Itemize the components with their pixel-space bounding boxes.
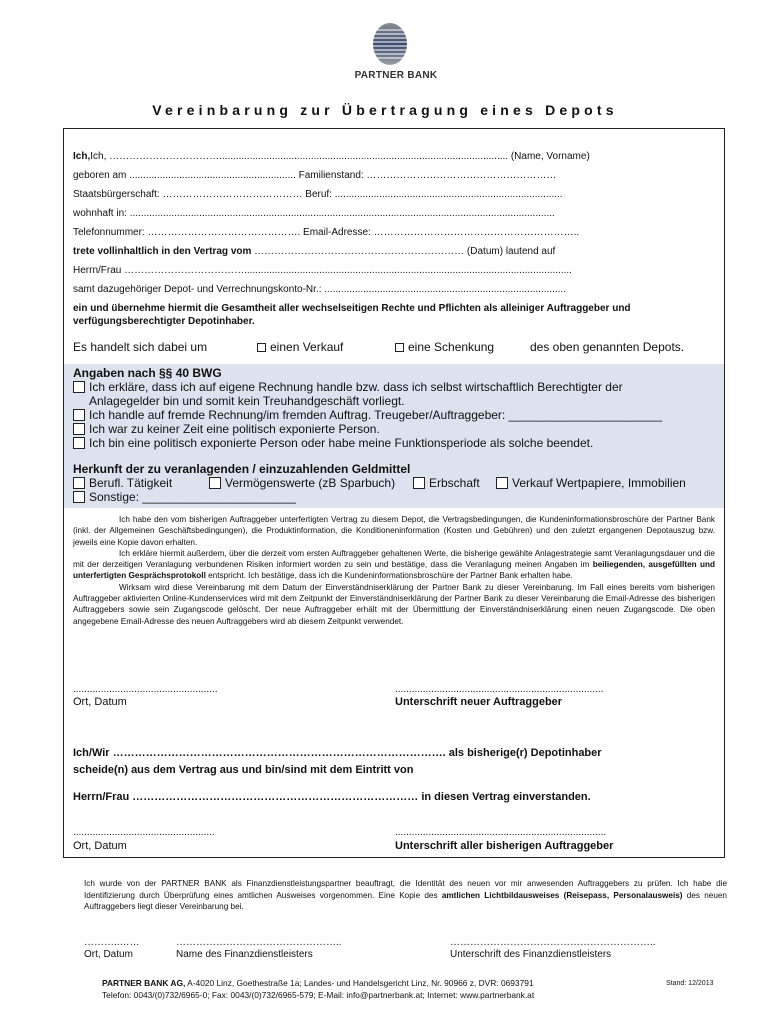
pep-checkbox[interactable]: [73, 437, 85, 449]
own-account-checkbox[interactable]: [73, 381, 85, 393]
funds-origin-heading: Herkunft der zu veranlagenden / einzuzahlenden Geldmittel: [73, 462, 411, 476]
bwg-heading: Angaben nach §§ 40 BWG: [73, 366, 222, 380]
legal-paragraph-3: Wirksam wird diese Vereinbarung mit dem Datum der Einverständniserklärung der Partner Bank zu dieser Vereinbarung. Im Fall eines bereits vom bisherigen Auftraggeber aktivierten Online-Kundenservices wird mit dem Zeitpunkt der Einverständniserklärung der Partner Bank zu dieser Vereinbarung die Email-Adresse des bisherigen Auftraggebers sowie sein Zugangscode gelöscht. Der neue Auftraggeber erhält mit der Übermittlung der Einverständniserklärung einen neuen Zugangscode. Die oben angegebene Email-Adresse des neuen Auftraggebers wird ab diesem Zeitpunkt verwendet.: [73, 582, 715, 626]
sale-assets-checkbox[interactable]: [496, 477, 508, 489]
new-holder-line[interactable]: Herrn/Frau …………………………………………………………………… in diesen Vertrag einverstanden.: [73, 791, 591, 803]
name-line[interactable]: Ich,Ich, ……………………………........................................................................................................ (Name, Vorname): [73, 151, 590, 162]
never-pep-checkbox[interactable]: [73, 423, 85, 435]
profession-checkbox[interactable]: [73, 477, 85, 489]
bwg-option-own-account[interactable]: Ich erkläre, dass ich auf eigene Rechnung handle bzw. dass ich selbst wirtschaftlich Berechtigter der: [73, 380, 723, 394]
contract-date-field[interactable]: ……………………………………………………… (Datum) lautend auf: [251, 246, 556, 257]
source-inheritance[interactable]: Erbschaft: [413, 476, 480, 490]
sign1-signature-label: Unterschrift neuer Auftraggeber: [395, 696, 563, 708]
bwg-option-own-account-cont: Anlagegelder bin und somit kein Treuhandgeschäft vorliegt.: [89, 394, 405, 408]
sale-option[interactable]: einen Verkauf: [257, 340, 343, 354]
legal-text: [73, 514, 715, 627]
footer-contact: Telefon: 0043/(0)732/6965-0; Fax: 0043/(0)732/6965-579; E-Mail: info@partnerbank.at; Internet: www.partnerbank.at: [102, 990, 535, 1000]
partner-name-line[interactable]: …………………………………………..: [176, 937, 342, 948]
document-title: Vereinbarung zur Übertragung eines Depots: [152, 102, 618, 118]
partner-date-line[interactable]: ………..……: [84, 937, 140, 948]
transfer-kind-label: Es handelt sich dabei um: [73, 340, 208, 354]
withdraw-line: scheide(n) aus dem Vertrag aus und bin/sind mit dem Eintritt von: [73, 764, 414, 776]
footer-address: PARTNER BANK AG, A-4020 Linz, Goethestraße 1a; Landes- und Handelsgericht Linz, Nr. 90966 z, DVR: 0693791: [102, 978, 534, 988]
sign1-place-date-label: Ort, Datum: [73, 696, 127, 708]
bwg-option-never-pep[interactable]: Ich war zu keiner Zeit eine politisch exponierte Person.: [73, 422, 723, 436]
funds-origin-row: [73, 476, 723, 490]
contract-date-line[interactable]: [73, 246, 555, 257]
obligation-paragraph: ein und übernehme hiermit die Gesamtheit aller wechselseitigen Rechte und Pflichten als alleiniger Auftraggeber und verfügungsberechtigter Depotinhaber.: [73, 303, 631, 327]
residence-line[interactable]: wohnhaft in: .........................................................................................................................................................: [73, 208, 555, 219]
gift-option[interactable]: eine Schenkung: [395, 340, 494, 354]
identification-paragraph: Ich wurde von der PARTNER BANK als Finanzdienstleistungspartner beauftragt, die Identität des neuen vor mir anwesenden Auftraggebers zu prüfen. Ich habe die Identifizierung durch Überprüfung eines amtlichen Ausweises vorgenommen. Eine Kopie des amtlichen Lichtbildausweises (Reisepass, Personalausweis) des neuen Auftraggebers liegt dieser Vereinbarung bei.: [84, 879, 727, 911]
brand-name: PARTNER BANK: [354, 70, 438, 81]
sign1-place-date-line[interactable]: ....................................................: [73, 684, 218, 695]
partner-date-label: Ort, Datum: [84, 949, 133, 960]
phone-line[interactable]: Telefonnummer: ………………………………………. Email-Adresse: ……………………………………………………..: [73, 227, 580, 238]
assets-checkbox[interactable]: [209, 477, 221, 489]
legal-paragraph-1: Ich habe den vom bisherigen Auftraggeber unterfertigten Vertrag zu diesem Depot, die Vertragsbedingungen, die Kundeninformationsbroschüre der Partner Bank (inkl. der Allgemeinen Geschäftsbedingungen), die Produktinformation, die Konditioneninformation (Kosten und Gebühren) und den zuletzt ergangenen Depotauszug bzw. jeweils eine Kopie davon erhalten.: [73, 515, 715, 547]
previous-holder-line[interactable]: Ich/Wir ………………………………………………………………………………. als bisherige(r) Depotinhaber: [73, 747, 602, 759]
sale-checkbox[interactable]: [257, 343, 266, 352]
other-checkbox[interactable]: [73, 491, 85, 503]
bwg-option-third-party[interactable]: Ich handle auf fremde Rechnung/im fremden Auftrag. Treugeber/Auftraggeber: _______________________: [73, 408, 723, 422]
partner-name-label: Name des Finanzdienstleisters: [176, 949, 313, 960]
sign2-signature-line[interactable]: ............................................................................: [395, 827, 607, 838]
inheritance-checkbox[interactable]: [413, 477, 425, 489]
source-profession[interactable]: Berufl. Tätigkeit: [73, 476, 172, 490]
legal-paragraph-2: Ich erkläre hiermit außerdem, über die derzeit vom ersten Auftraggeber gehaltenen Werte, die bisherige gewählte Anlagestrategie samt Veranlagungsdauer und die mit der derzeitigen Veranlagung verbundenen Risiken informiert worden zu sein und bestätige, dass die Veranlagung meinen Angaben im beiliegenden, ausgefüllten und unterfertigten Gesprächsprotokoll entspricht. Ich bestätige, dass ich die Kundeninformationsbroschüre der Partner Bank erhalten habe.: [73, 548, 715, 581]
holder-line[interactable]: Herrn/Frau ………………………………......................................................................................................................: [73, 265, 572, 276]
source-assets[interactable]: Vermögenswerte (zB Sparbuch): [209, 476, 395, 490]
version-stamp: Stand: 12/2013: [666, 980, 714, 987]
birth-line[interactable]: geboren am ............................................................ Familienstand: …………………………………………………: [73, 170, 557, 181]
sign2-place-date-line[interactable]: ...................................................: [73, 827, 215, 838]
third-party-checkbox[interactable]: [73, 409, 85, 421]
transfer-kind-tail: des oben genannten Depots.: [530, 340, 685, 354]
name-field[interactable]: Ich, ……………………………........................................................................................................ (Name, Vorname): [90, 151, 590, 162]
account-line[interactable]: samt dazugehöriger Depot- und Verrechnungskonto-Nr.: .......................................................................................: [73, 284, 566, 295]
gift-checkbox[interactable]: [395, 343, 404, 352]
source-other[interactable]: Sonstige: _______________________: [73, 490, 723, 504]
sign2-signature-label: Unterschrift aller bisherigen Auftraggeber: [395, 840, 614, 852]
sign2-place-date-label: Ort, Datum: [73, 840, 127, 852]
source-sale[interactable]: Verkauf Wertpapiere, Immobilien: [496, 476, 686, 490]
bwg-option-pep[interactable]: Ich bin eine politisch exponierte Person oder habe meine Funktionsperiode als solche beendet.: [73, 436, 723, 450]
sign1-signature-line[interactable]: ...........................................................................: [395, 684, 604, 695]
partner-signature-label: Unterschrift des Finanzdienstleisters: [450, 949, 612, 960]
citizenship-line[interactable]: Staatsbürgerschaft: …………………………………… Beruf: ..................................................................................: [73, 189, 563, 200]
contract-date-label: trete vollinhaltlich in den Vertrag vom: [73, 246, 252, 257]
partner-bank-logo: [372, 22, 408, 66]
partner-signature-line[interactable]: ……………………………………………………..: [450, 937, 656, 948]
